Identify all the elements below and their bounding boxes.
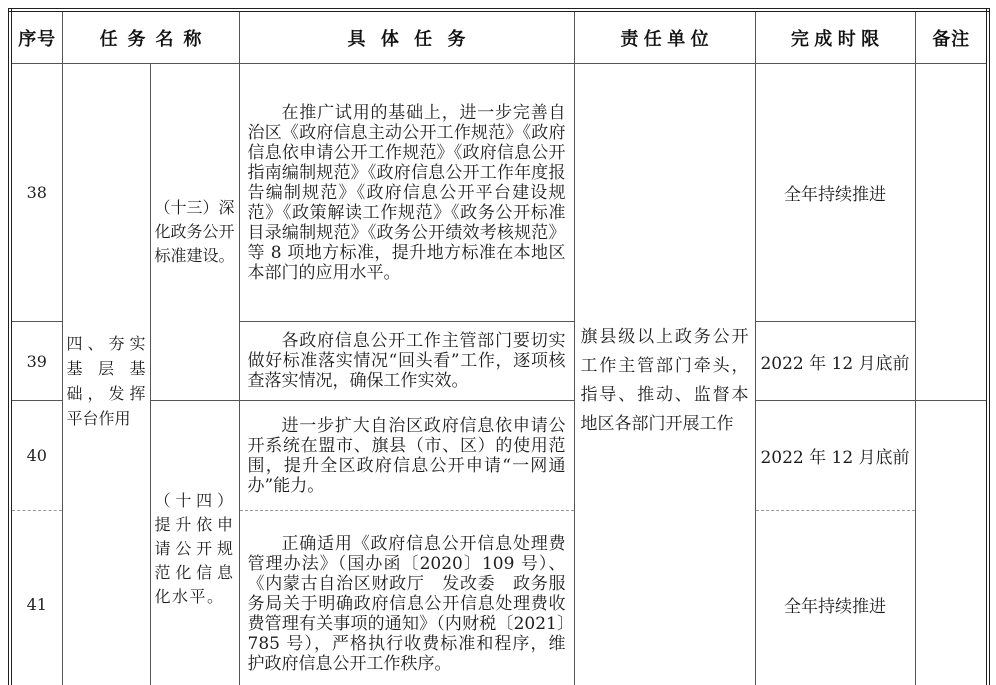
header-deadline: 完成时限 [755, 10, 915, 64]
table-header-row [10, 10, 988, 64]
table-row-40 [10, 401, 988, 511]
serial-cell-39: 39 [10, 322, 62, 401]
header-serial: 序号 [10, 10, 62, 64]
responsible-unit-cell: 旗县级以上政务公开工作主管部门牵头，指导、推动、监督本地区各部门开展工作 [574, 64, 755, 685]
remark-cell-bottom [915, 401, 988, 685]
remark-cell-top [915, 64, 988, 401]
task-name-cell-14: （十四）提升依申请公开规范化信息化水平。 [150, 401, 239, 685]
deadline-cell-38: 全年持续推进 [755, 64, 915, 322]
task-table [8, 8, 990, 685]
deadline-cell-41: 全年持续推进 [755, 511, 915, 685]
specific-task-text-40: 进一步扩大自治区政府信息依申请公开系统在盟市、旗县（市、区）的使用范围，提升全区政府信息公开申请“一网通办”能力。 [247, 415, 566, 496]
deadline-cell-40: 2022 年 12 月底前 [755, 401, 915, 511]
category-cell: 四、夯实基层基础，发挥平台作用 [62, 64, 150, 685]
header-specific-task: 具体任务 [239, 10, 574, 64]
deadline-cell-39: 2022 年 12 月底前 [755, 322, 915, 401]
header-remark: 备注 [915, 10, 988, 64]
task-name-cell-13: （十三）深化政务公开标准建设。 [150, 64, 239, 401]
serial-cell-38: 38 [10, 64, 62, 322]
serial-cell-41: 41 [10, 511, 62, 685]
specific-task-text-38: 在推广试用的基础上，进一步完善自治区《政府信息主动公开工作规范》《政府信息依申请公开工作规范》《政府信息公开指南编制规范》《政府信息公开工作年度报告编制规范》《政府信息公开平台建设规范》《政策解读工作规范》《政务公开标准目录编制规范》《政务公开绩效考核规范》等 8 项地方标准，提升地方标准在本地区本部门的应用水平。 [247, 102, 566, 283]
specific-task-cell-40 [239, 401, 574, 511]
table-row-38 [10, 64, 988, 322]
specific-task-cell-38 [239, 64, 574, 322]
specific-task-text-39: 各政府信息公开工作主管部门要切实做好标准落实情况“回头看”工作，逐项核查落实情况，确保工作实效。 [247, 331, 566, 391]
specific-task-cell-41 [239, 511, 574, 685]
header-unit: 责任单位 [574, 10, 755, 64]
header-task-name: 任务名称 [62, 10, 239, 64]
serial-cell-40: 40 [10, 401, 62, 511]
specific-task-text-41: 正确适用《政府信息公开信息处理费管理办法》（国办函〔2020〕109 号）、《内蒙古自治区财政厅 发改委 政务服务局关于明确政府信息公开信息处理费收费管理有关事项的通知》（内财税〔2021〕785 号），严格执行收费标准和程序，维护政府信息公开工作秩序。 [247, 534, 566, 674]
specific-task-cell-39 [239, 322, 574, 401]
